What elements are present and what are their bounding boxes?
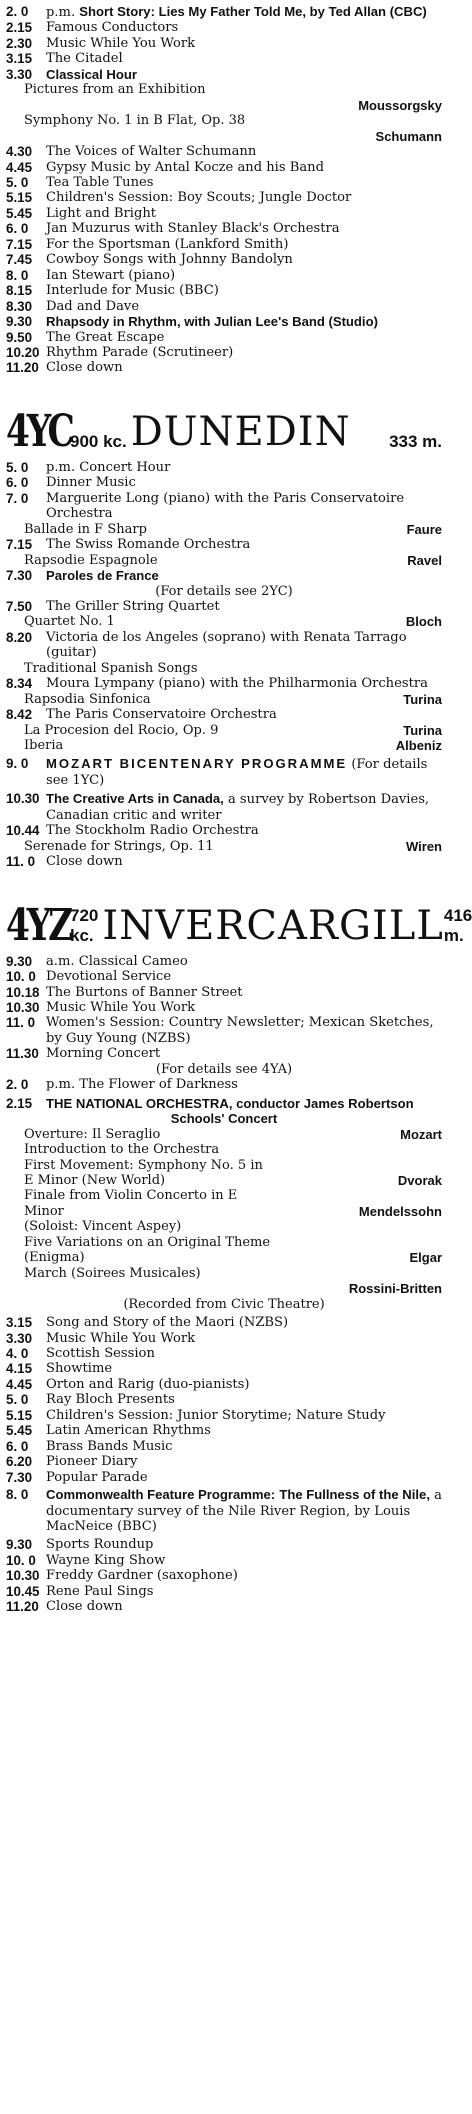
entry-time: 11.20	[6, 360, 39, 376]
work-title: Finale from Violin Concerto in E	[24, 1188, 238, 1204]
composer: Turina	[403, 722, 442, 738]
entry-time: 8.20	[6, 629, 33, 645]
listing-entry	[6, 1408, 442, 1423]
work-row	[6, 553, 442, 568]
listing-entry	[6, 1423, 442, 1438]
work-title: Introduction to the Orchestra	[24, 1142, 220, 1158]
work-row	[6, 1204, 442, 1219]
listing-entry	[6, 345, 442, 360]
listing-entry	[6, 1377, 442, 1392]
work-title: E Minor (New World)	[24, 1173, 166, 1188]
entry-time: 7.15	[6, 236, 33, 252]
entry-text: Dinner Music	[46, 475, 136, 491]
entry-time: 10.20	[6, 344, 40, 360]
entry-text: The Paris Conservatoire Orchestra	[46, 707, 277, 723]
work-row	[6, 1158, 442, 1173]
entry-time: 2.30	[6, 35, 33, 51]
station-code: 4YC	[6, 405, 72, 457]
entry-time: 2. 0	[6, 1077, 29, 1093]
listing-entry	[6, 823, 442, 838]
work-title: La Procesion del Rocio, Op. 9	[24, 722, 219, 738]
listing-entry	[6, 537, 442, 552]
entry-time: 7.30	[6, 1469, 33, 1485]
work-title: March (Soirees Musicales)	[24, 1265, 201, 1281]
invercargill-schedule	[6, 954, 442, 1615]
work-row	[6, 723, 442, 738]
entry-time: 10. 0	[6, 969, 36, 985]
listing-entry	[6, 969, 442, 984]
listing-entry	[6, 756, 442, 788]
listing-entry	[6, 676, 442, 691]
listing-entry	[6, 20, 442, 35]
composer: Faure	[406, 521, 442, 537]
station-header-invercargill	[6, 880, 472, 951]
listing-entry	[6, 1584, 442, 1599]
entry-time: 9.30	[6, 314, 33, 330]
listing-entry	[6, 599, 442, 614]
entry-time: 3.15	[6, 51, 33, 67]
listing-entry	[6, 1315, 442, 1330]
work-title: Pictures from an Exhibition	[24, 82, 206, 98]
listing-entry	[6, 1361, 442, 1376]
listing-entry	[6, 190, 442, 205]
listing-entry	[6, 283, 442, 298]
listing-entry	[6, 67, 442, 82]
entry-time: 2.15	[6, 20, 33, 36]
entry-text: Rhythm Parade (Scrutineer)	[46, 344, 234, 360]
entry-time: 5. 0	[6, 1392, 29, 1408]
work-list	[6, 82, 442, 144]
entry-subtitle: The Fullness of the Nile,	[279, 1487, 430, 1503]
listing-entry	[6, 268, 442, 283]
entry-text: Music While You Work	[46, 35, 196, 51]
composer: Albeniz	[395, 738, 442, 754]
entry-text: Interlude for Music (BBC)	[46, 283, 219, 299]
composer: Mozart	[400, 1126, 442, 1142]
entry-text: Music While You Work	[46, 1000, 196, 1016]
listing-entry	[6, 791, 442, 823]
composer: Ravel	[407, 552, 442, 568]
entry-title: MOZART BICENTENARY PROGRAMME	[46, 756, 348, 772]
entry-text: The Citadel	[46, 51, 123, 67]
work-title: Rapsodia Sinfonica	[24, 691, 151, 707]
work-title: Quartet No. 1	[24, 614, 115, 630]
entry-time: 10. 0	[6, 1552, 36, 1568]
listing-entry	[6, 144, 442, 159]
work-title: Five Variations on an Original Theme	[24, 1234, 271, 1250]
entry-time: 5.15	[6, 1407, 33, 1423]
work-row	[6, 692, 442, 707]
listing-entry	[6, 1392, 442, 1407]
work-row	[6, 1235, 442, 1250]
entry-text: a documentary survey of the Nile River Region, by Louis MacNeice (BBC)	[46, 1488, 442, 1534]
entry-text: Ian Stewart (piano)	[46, 267, 176, 283]
entry-text: Jan Muzurus with Stanley Black's Orchestra	[46, 221, 340, 237]
entry-text: Wayne King Show	[46, 1552, 166, 1568]
entry-time: 9. 0	[6, 756, 29, 772]
station-code: 4YZ	[6, 899, 71, 951]
entry-text: Victoria de los Angeles (soprano) with Renata Tarrago (guitar)	[46, 629, 407, 661]
listing-entry	[6, 491, 442, 522]
entry-time: 3.15	[6, 1315, 33, 1331]
work-row	[6, 839, 442, 854]
entry-text: a.m. Classical Cameo	[46, 953, 188, 969]
entry-time: 5.45	[6, 1423, 33, 1439]
entry-time: 11. 0	[6, 1015, 36, 1031]
entry-title: Classical Hour	[46, 66, 137, 82]
entry-text: Latin American Rhythms	[46, 1423, 211, 1439]
entry-time: 6. 0	[6, 1438, 29, 1454]
listing-entry	[6, 160, 442, 175]
entry-time: 7.30	[6, 568, 33, 584]
station-city: INVERCARGILL	[102, 902, 444, 949]
entry-text: Scottish Session	[46, 1345, 155, 1361]
work-title: Iberia	[24, 738, 64, 754]
station-frequency: 720 kc.	[70, 905, 99, 945]
listing-entry	[6, 360, 442, 375]
entry-time: 5.45	[6, 205, 33, 221]
work-title: Rapsodie Espagnole	[24, 552, 158, 568]
work-title: Symphony No. 1 in B Flat, Op. 38	[24, 113, 246, 129]
listing-entry	[6, 475, 442, 490]
entry-text: Marguerite Long (piano) with the Paris Conservatoire Orchestra	[46, 490, 405, 522]
entry-time: 4.15	[6, 1361, 33, 1377]
listing-entry	[6, 1553, 442, 1568]
work-row	[6, 1173, 442, 1188]
concert-subtitle: Schools' Concert	[170, 1111, 278, 1127]
composer: Moussorgsky	[358, 97, 442, 113]
work-title: Overture: Il Seraglio	[24, 1126, 161, 1142]
work-row	[6, 1142, 442, 1157]
listing-entry	[6, 330, 442, 345]
station-wavelength: 416 m.	[443, 905, 472, 945]
entry-text: The Burtons of Banner Street	[46, 984, 243, 1000]
station-wavelength: 333 m.	[389, 431, 442, 451]
entry-time: 6. 0	[6, 475, 29, 491]
work-row	[6, 1250, 442, 1265]
listing-entry	[6, 237, 442, 252]
details-note: (Recorded from Civic Theatre)	[123, 1296, 325, 1312]
entry-text: Ray Bloch Presents	[46, 1392, 175, 1408]
station-city: DUNEDIN	[130, 408, 351, 455]
entry-time: 7. 0	[6, 490, 29, 506]
listing-entry	[6, 954, 442, 969]
entry-text: p.m. Concert Hour	[46, 459, 171, 475]
listing-entry	[6, 1077, 442, 1092]
listing-entry	[6, 1346, 442, 1361]
entry-time: 7.45	[6, 252, 33, 268]
listing-entry	[6, 1439, 442, 1454]
entry-text: Children's Session: Boy Scouts; Jungle Doctor	[46, 190, 352, 206]
entry-text: Close down	[46, 1599, 123, 1615]
entry-text: Close down	[46, 360, 123, 376]
entry-time: 6.20	[6, 1454, 33, 1470]
work-row	[6, 522, 442, 537]
entry-text: For the Sportsman (Lankford Smith)	[46, 236, 289, 252]
entry-text: The Swiss Romande Orchestra	[46, 537, 251, 553]
entry-text: Orton and Rarig (duo-pianists)	[46, 1376, 250, 1392]
listing-entry	[6, 1599, 442, 1614]
entry-text: a survey by Robertson Davies, Canadian critic and writer	[46, 792, 430, 823]
entry-time: 4. 0	[6, 1345, 29, 1361]
entry-time: 4.45	[6, 1376, 33, 1392]
work-title: Serenade for Strings, Op. 11	[24, 838, 214, 854]
composer: Bloch	[405, 614, 442, 630]
listing-entry	[6, 1000, 442, 1015]
entry-text: Sports Roundup	[46, 1537, 154, 1553]
entry-text: Popular Parade	[46, 1469, 148, 1485]
listing-entry	[6, 4, 442, 20]
entry-time: 5. 0	[6, 459, 29, 475]
entry-text: Morning Concert	[46, 1046, 161, 1062]
entry-text: Light and Bright	[46, 205, 157, 221]
entry-time: 3.30	[6, 1330, 33, 1346]
listing-entry	[6, 252, 442, 267]
listing-entry	[6, 985, 442, 1000]
entry-text: Moura Lympany (piano) with the Philharmonia Orchestra	[46, 676, 428, 692]
listing-entry	[6, 630, 442, 661]
entry-text: Cowboy Songs with Johnny Bandolyn	[46, 252, 293, 268]
entry-text: Famous Conductors	[46, 20, 179, 36]
entry-text: Rene Paul Sings	[46, 1583, 154, 1599]
schedule-top	[6, 4, 442, 376]
listing-entry	[6, 1015, 442, 1046]
work-row	[6, 1266, 442, 1281]
listing-entry	[6, 854, 442, 869]
listing-entry	[6, 1046, 442, 1061]
work-row	[6, 738, 442, 753]
entry-text: Dad and Dave	[46, 298, 140, 314]
station-frequency: 900 kc.	[70, 431, 127, 451]
entry-text: The Great Escape	[46, 329, 165, 345]
entry-time: 10.30	[6, 1568, 40, 1584]
entry-text: Children's Session: Junior Storytime; Nature Study	[46, 1407, 386, 1423]
work-title: (Soloist: Vincent Aspey)	[24, 1219, 182, 1235]
entry-time: 7.15	[6, 537, 33, 553]
listing-entry	[6, 568, 442, 583]
entry-time: 4.45	[6, 159, 33, 175]
entry-text: Music While You Work	[46, 1330, 196, 1346]
details-note: (For details see 4YA)	[155, 1061, 293, 1077]
entry-title: Rhapsody in Rhythm, with Julian Lee's Band (Studio)	[46, 314, 378, 330]
listing-entry	[6, 314, 442, 329]
composer: Mendelssohn	[358, 1203, 442, 1219]
composer: Rossini-Britten	[348, 1281, 442, 1297]
work-row	[6, 1188, 442, 1203]
entry-time: 9.30	[6, 1537, 33, 1553]
entry-time: 10.45	[6, 1583, 40, 1599]
composer: Schumann	[375, 128, 442, 144]
entry-time: 6. 0	[6, 221, 29, 237]
entry-time: 9.50	[6, 329, 33, 345]
work-row	[6, 661, 442, 676]
station-header-dunedin	[6, 386, 442, 457]
entry-time: 8. 0	[6, 267, 29, 283]
entry-text: Pioneer Diary	[46, 1454, 138, 1470]
entry-text: The Voices of Walter Schumann	[46, 144, 257, 160]
details-note: (For details see 1YC)	[46, 757, 428, 788]
listing-entry	[6, 51, 442, 66]
entry-time: 9.30	[6, 953, 33, 969]
work-row	[6, 1219, 442, 1234]
details-note: (For details see 2YC)	[155, 583, 293, 599]
entry-title: Commonwealth Feature Programme:	[46, 1487, 276, 1503]
listing-group	[6, 144, 442, 376]
listing-entry	[6, 1454, 442, 1469]
listing-entry	[6, 1487, 442, 1534]
listing-entry	[6, 1096, 442, 1111]
entry-text: Showtime	[46, 1361, 113, 1377]
entry-time: 2. 0	[6, 4, 29, 19]
entry-time: 10.44	[6, 823, 40, 839]
listing-entry	[6, 36, 442, 51]
entry-text: Close down	[46, 854, 123, 870]
listing-entry	[6, 707, 442, 722]
listing-entry	[6, 1537, 442, 1552]
work-title: Minor	[24, 1203, 64, 1219]
entry-text: Gypsy Music by Antal Kocze and his Band	[46, 159, 324, 175]
entry-time: 2.15	[6, 1095, 33, 1111]
listing-entry	[6, 206, 442, 221]
listing-entry	[6, 175, 442, 190]
entry-time: 5. 0	[6, 174, 29, 190]
entry-time: 10.18	[6, 984, 40, 1000]
entry-time: 8.30	[6, 298, 33, 314]
entry-time: 11.30	[6, 1046, 39, 1062]
entry-time: 3.30	[6, 66, 33, 82]
entry-text: Devotional Service	[46, 969, 172, 985]
entry-time: 11.20	[6, 1599, 39, 1615]
listing-entry	[6, 1470, 442, 1485]
entry-title: Short Story: Lies My Father Told Me, by Ted Allan (CBC)	[79, 4, 427, 19]
entry-title: The Creative Arts in Canada,	[46, 791, 224, 807]
entry-text: The Griller String Quartet	[46, 598, 220, 614]
composer: Dvorak	[397, 1173, 442, 1188]
entry-time: 7.50	[6, 598, 33, 614]
composer: Wiren	[406, 838, 442, 854]
entry-text: Song and Story of the Maori (NZBS)	[46, 1315, 289, 1331]
entry-text: Freddy Gardner (saxophone)	[46, 1568, 238, 1584]
entry-time: 10.30	[6, 791, 40, 807]
entry-time: 8.15	[6, 283, 33, 299]
entry-time: 5.15	[6, 190, 33, 206]
entry-time: 10.30	[6, 1000, 40, 1016]
composer: Turina	[403, 691, 442, 707]
listing-entry	[6, 1331, 442, 1346]
entry-time: 8.42	[6, 707, 33, 723]
work-row	[6, 614, 442, 629]
entry-text: Tea Table Tunes	[46, 174, 154, 190]
listing-entry	[6, 1568, 442, 1583]
entry-text: Brass Bands Music	[46, 1438, 173, 1454]
dunedin-schedule	[6, 460, 442, 870]
entry-text: The Stockholm Radio Orchestra	[46, 823, 259, 839]
entry-time: 11. 0	[6, 854, 36, 870]
entry-title: THE NATIONAL ORCHESTRA, conductor James Robertson	[46, 1095, 414, 1111]
listing-entry	[6, 221, 442, 236]
entry-text: p.m. The Flower of Darkness	[46, 1077, 238, 1093]
composer: Elgar	[409, 1250, 442, 1266]
work-title: Ballade in F Sharp	[24, 521, 147, 537]
entry-time: 8. 0	[6, 1487, 29, 1503]
work-title: First Movement: Symphony No. 5 in	[24, 1157, 263, 1173]
work-row	[6, 1127, 442, 1142]
listing-entry	[6, 299, 442, 314]
work-title: Traditional Spanish Songs	[24, 660, 198, 676]
entry-title: Paroles de France	[46, 568, 159, 584]
entry-time: 4.30	[6, 144, 33, 160]
entry-text: Women's Session: Country Newsletter; Mexican Sketches, by Guy Young (NZBS)	[46, 1015, 434, 1046]
listing-entry	[6, 460, 442, 475]
entry-time: 8.34	[6, 676, 33, 692]
entry-text: p.m.	[46, 5, 80, 20]
work-title: (Enigma)	[24, 1250, 85, 1266]
